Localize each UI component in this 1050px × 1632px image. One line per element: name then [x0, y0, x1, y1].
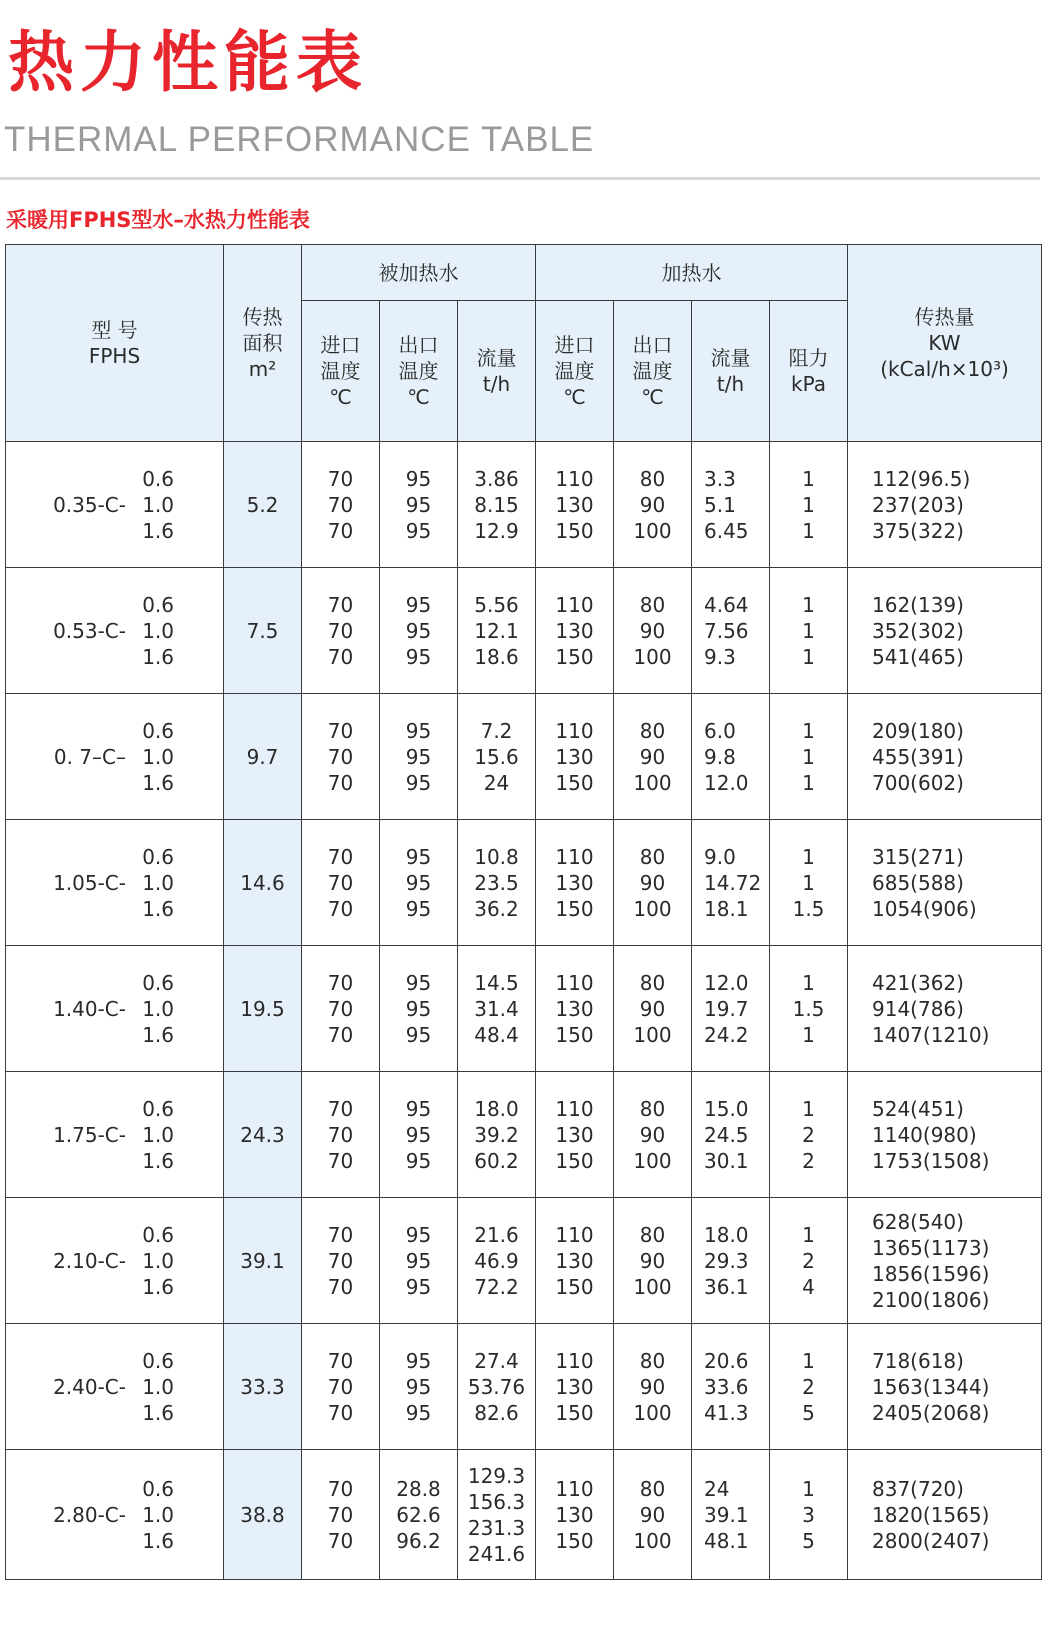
cell-heated-flow: 27.4 53.76 82.6 [458, 1324, 536, 1450]
table-row [6, 946, 1042, 1072]
model-pressure-ratings: 0.6 1.0 1.6 [142, 718, 174, 795]
cell-heated-flow: 21.6 46.9 72.2 [458, 1198, 536, 1324]
table-row [6, 820, 1042, 946]
cell-heated-outlet-temp: 95 95 95 [380, 820, 458, 946]
header-heated-outlet-temp: 出口 温度 ℃ [380, 301, 458, 442]
cell-heating-flow: 15.0 24.5 30.1 [692, 1072, 770, 1198]
cell-heating-resistance: 1 2 5 [770, 1324, 848, 1450]
table-row [6, 1450, 1042, 1580]
model-pressure-ratings: 0.6 1.0 1.6 [142, 844, 174, 921]
cell-heating-resistance: 1 1 1 [770, 694, 848, 820]
model-prefix: 1.75-C- [53, 1122, 126, 1147]
page-subtitle-english: THERMAL PERFORMANCE TABLE [4, 120, 595, 159]
cell-heating-outlet-temp: 80 90 100 [614, 1072, 692, 1198]
cell-heating-inlet-temp: 110 130 150 [536, 568, 614, 694]
cell-heating-flow: 20.6 33.6 41.3 [692, 1324, 770, 1450]
model-prefix: 1.05-C- [53, 870, 126, 895]
cell-heating-resistance: 1 3 5 [770, 1450, 848, 1580]
cell-heated-outlet-temp: 95 95 95 [380, 1072, 458, 1198]
cell-heating-inlet-temp: 110 130 150 [536, 1450, 614, 1580]
cell-heating-inlet-temp: 110 130 150 [536, 1198, 614, 1324]
cell-area: 7.5 [224, 568, 302, 694]
cell-heating-resistance: 1 1 1.5 [770, 820, 848, 946]
cell-model [6, 946, 224, 1072]
table-row [6, 1072, 1042, 1198]
cell-heat-transfer: 628(540) 1365(1173) 1856(1596) 2100(1806) [848, 1198, 1042, 1324]
cell-heated-flow: 129.3 156.3 231.3 241.6 [458, 1450, 536, 1580]
title-divider [0, 177, 1040, 180]
model-pressure-ratings: 0.6 1.0 1.6 [142, 1096, 174, 1173]
cell-area: 14.6 [224, 820, 302, 946]
cell-model [6, 820, 224, 946]
cell-heat-transfer: 162(139) 352(302) 541(465) [848, 568, 1042, 694]
cell-heating-resistance: 1 1.5 1 [770, 946, 848, 1072]
model-pressure-ratings: 0.6 1.0 1.6 [142, 1476, 174, 1553]
cell-model [6, 1450, 224, 1580]
cell-area: 33.3 [224, 1324, 302, 1450]
cell-heating-inlet-temp: 110 130 150 [536, 946, 614, 1072]
cell-heated-inlet-temp: 70 70 70 [302, 946, 380, 1072]
table-caption: 采暖用FPHS型水–水热力性能表 [6, 208, 310, 232]
cell-model [6, 1072, 224, 1198]
table-row [6, 568, 1042, 694]
model-prefix: 0.53-C- [53, 618, 126, 643]
cell-model [6, 568, 224, 694]
cell-area: 9.7 [224, 694, 302, 820]
cell-heating-resistance: 1 2 4 [770, 1198, 848, 1324]
header-model: 型 号 FPHS [6, 245, 224, 442]
cell-heating-flow: 18.0 29.3 36.1 [692, 1198, 770, 1324]
cell-heated-flow: 14.5 31.4 48.4 [458, 946, 536, 1072]
header-heat-transfer: 传热量 KW (kCal/h×10³) [848, 245, 1042, 442]
cell-heated-flow: 5.56 12.1 18.6 [458, 568, 536, 694]
cell-area: 39.1 [224, 1198, 302, 1324]
cell-heating-outlet-temp: 80 90 100 [614, 568, 692, 694]
cell-heat-transfer: 315(271) 685(588) 1054(906) [848, 820, 1042, 946]
cell-heating-resistance: 1 1 1 [770, 442, 848, 568]
cell-heated-inlet-temp: 70 70 70 [302, 1198, 380, 1324]
header-heating-resistance: 阻力 kPa [770, 301, 848, 442]
header-heated-flow: 流量 t/h [458, 301, 536, 442]
cell-heated-flow: 7.2 15.6 24 [458, 694, 536, 820]
header-heating-flow: 流量 t/h [692, 301, 770, 442]
model-pressure-ratings: 0.6 1.0 1.6 [142, 1348, 174, 1425]
cell-heated-outlet-temp: 95 95 95 [380, 1198, 458, 1324]
model-prefix: 0. 7–C– [53, 744, 126, 769]
cell-heated-outlet-temp: 95 95 95 [380, 1324, 458, 1450]
cell-heated-flow: 10.8 23.5 36.2 [458, 820, 536, 946]
model-prefix: 0.35-C- [53, 492, 126, 517]
cell-heating-outlet-temp: 80 90 100 [614, 1450, 692, 1580]
cell-heating-inlet-temp: 110 130 150 [536, 1072, 614, 1198]
cell-heating-flow: 12.0 19.7 24.2 [692, 946, 770, 1072]
cell-heated-inlet-temp: 70 70 70 [302, 568, 380, 694]
cell-area: 19.5 [224, 946, 302, 1072]
cell-heated-outlet-temp: 95 95 95 [380, 694, 458, 820]
thermal-performance-table [5, 244, 1042, 1580]
header-area: 传热 面积 m² [224, 245, 302, 442]
cell-heat-transfer: 718(618) 1563(1344) 2405(2068) [848, 1324, 1042, 1450]
cell-heating-outlet-temp: 80 90 100 [614, 442, 692, 568]
model-pressure-ratings: 0.6 1.0 1.6 [142, 592, 174, 669]
cell-heated-inlet-temp: 70 70 70 [302, 1324, 380, 1450]
model-prefix: 2.80-C- [53, 1502, 126, 1527]
model-prefix: 1.40-C- [53, 996, 126, 1021]
cell-heating-outlet-temp: 80 90 100 [614, 1198, 692, 1324]
cell-heating-outlet-temp: 80 90 100 [614, 820, 692, 946]
cell-heating-flow: 6.0 9.8 12.0 [692, 694, 770, 820]
model-pressure-ratings: 0.6 1.0 1.6 [142, 1222, 174, 1299]
cell-heating-resistance: 1 1 1 [770, 568, 848, 694]
cell-heated-outlet-temp: 95 95 95 [380, 946, 458, 1072]
model-prefix: 2.40-C- [53, 1374, 126, 1399]
cell-heated-inlet-temp: 70 70 70 [302, 1072, 380, 1198]
cell-heat-transfer: 112(96.5) 237(203) 375(322) [848, 442, 1042, 568]
cell-heating-flow: 3.3 5.1 6.45 [692, 442, 770, 568]
cell-area: 5.2 [224, 442, 302, 568]
cell-heat-transfer: 524(451) 1140(980) 1753(1508) [848, 1072, 1042, 1198]
model-pressure-ratings: 0.6 1.0 1.6 [142, 466, 174, 543]
cell-heat-transfer: 837(720) 1820(1565) 2800(2407) [848, 1450, 1042, 1580]
cell-area: 38.8 [224, 1450, 302, 1580]
cell-heated-outlet-temp: 95 95 95 [380, 442, 458, 568]
cell-heat-transfer: 421(362) 914(786) 1407(1210) [848, 946, 1042, 1072]
cell-heated-flow: 3.86 8.15 12.9 [458, 442, 536, 568]
cell-heated-inlet-temp: 70 70 70 [302, 820, 380, 946]
page-title: 热力性能表 [8, 24, 368, 101]
cell-model [6, 694, 224, 820]
cell-heated-flow: 18.0 39.2 60.2 [458, 1072, 536, 1198]
table-row [6, 694, 1042, 820]
cell-model [6, 442, 224, 568]
model-pressure-ratings: 0.6 1.0 1.6 [142, 970, 174, 1047]
model-prefix: 2.10-C- [53, 1248, 126, 1273]
table-row [6, 442, 1042, 568]
cell-heating-inlet-temp: 110 130 150 [536, 694, 614, 820]
cell-heating-inlet-temp: 110 130 150 [536, 1324, 614, 1450]
cell-heated-outlet-temp: 95 95 95 [380, 568, 458, 694]
cell-heating-inlet-temp: 110 130 150 [536, 442, 614, 568]
cell-heating-outlet-temp: 80 90 100 [614, 694, 692, 820]
table-row [6, 1324, 1042, 1450]
cell-area: 24.3 [224, 1072, 302, 1198]
cell-model [6, 1198, 224, 1324]
cell-heated-outlet-temp: 28.8 62.6 96.2 [380, 1450, 458, 1580]
header-heated-water: 被加热水 [302, 245, 536, 301]
table-row [6, 1198, 1042, 1324]
cell-heating-resistance: 1 2 2 [770, 1072, 848, 1198]
header-heating-water: 加热水 [536, 245, 848, 301]
cell-heating-outlet-temp: 80 90 100 [614, 946, 692, 1072]
header-heating-inlet-temp: 进口 温度 ℃ [536, 301, 614, 442]
cell-heated-inlet-temp: 70 70 70 [302, 442, 380, 568]
cell-heated-inlet-temp: 70 70 70 [302, 1450, 380, 1580]
cell-heating-flow: 4.64 7.56 9.3 [692, 568, 770, 694]
header-heated-inlet-temp: 进口 温度 ℃ [302, 301, 380, 442]
cell-heat-transfer: 209(180) 455(391) 700(602) [848, 694, 1042, 820]
cell-heating-outlet-temp: 80 90 100 [614, 1324, 692, 1450]
cell-heated-inlet-temp: 70 70 70 [302, 694, 380, 820]
cell-heating-flow: 9.0 14.72 18.1 [692, 820, 770, 946]
cell-heating-flow: 24 39.1 48.1 [692, 1450, 770, 1580]
cell-heating-inlet-temp: 110 130 150 [536, 820, 614, 946]
header-heating-outlet-temp: 出口 温度 ℃ [614, 301, 692, 442]
cell-model [6, 1324, 224, 1450]
